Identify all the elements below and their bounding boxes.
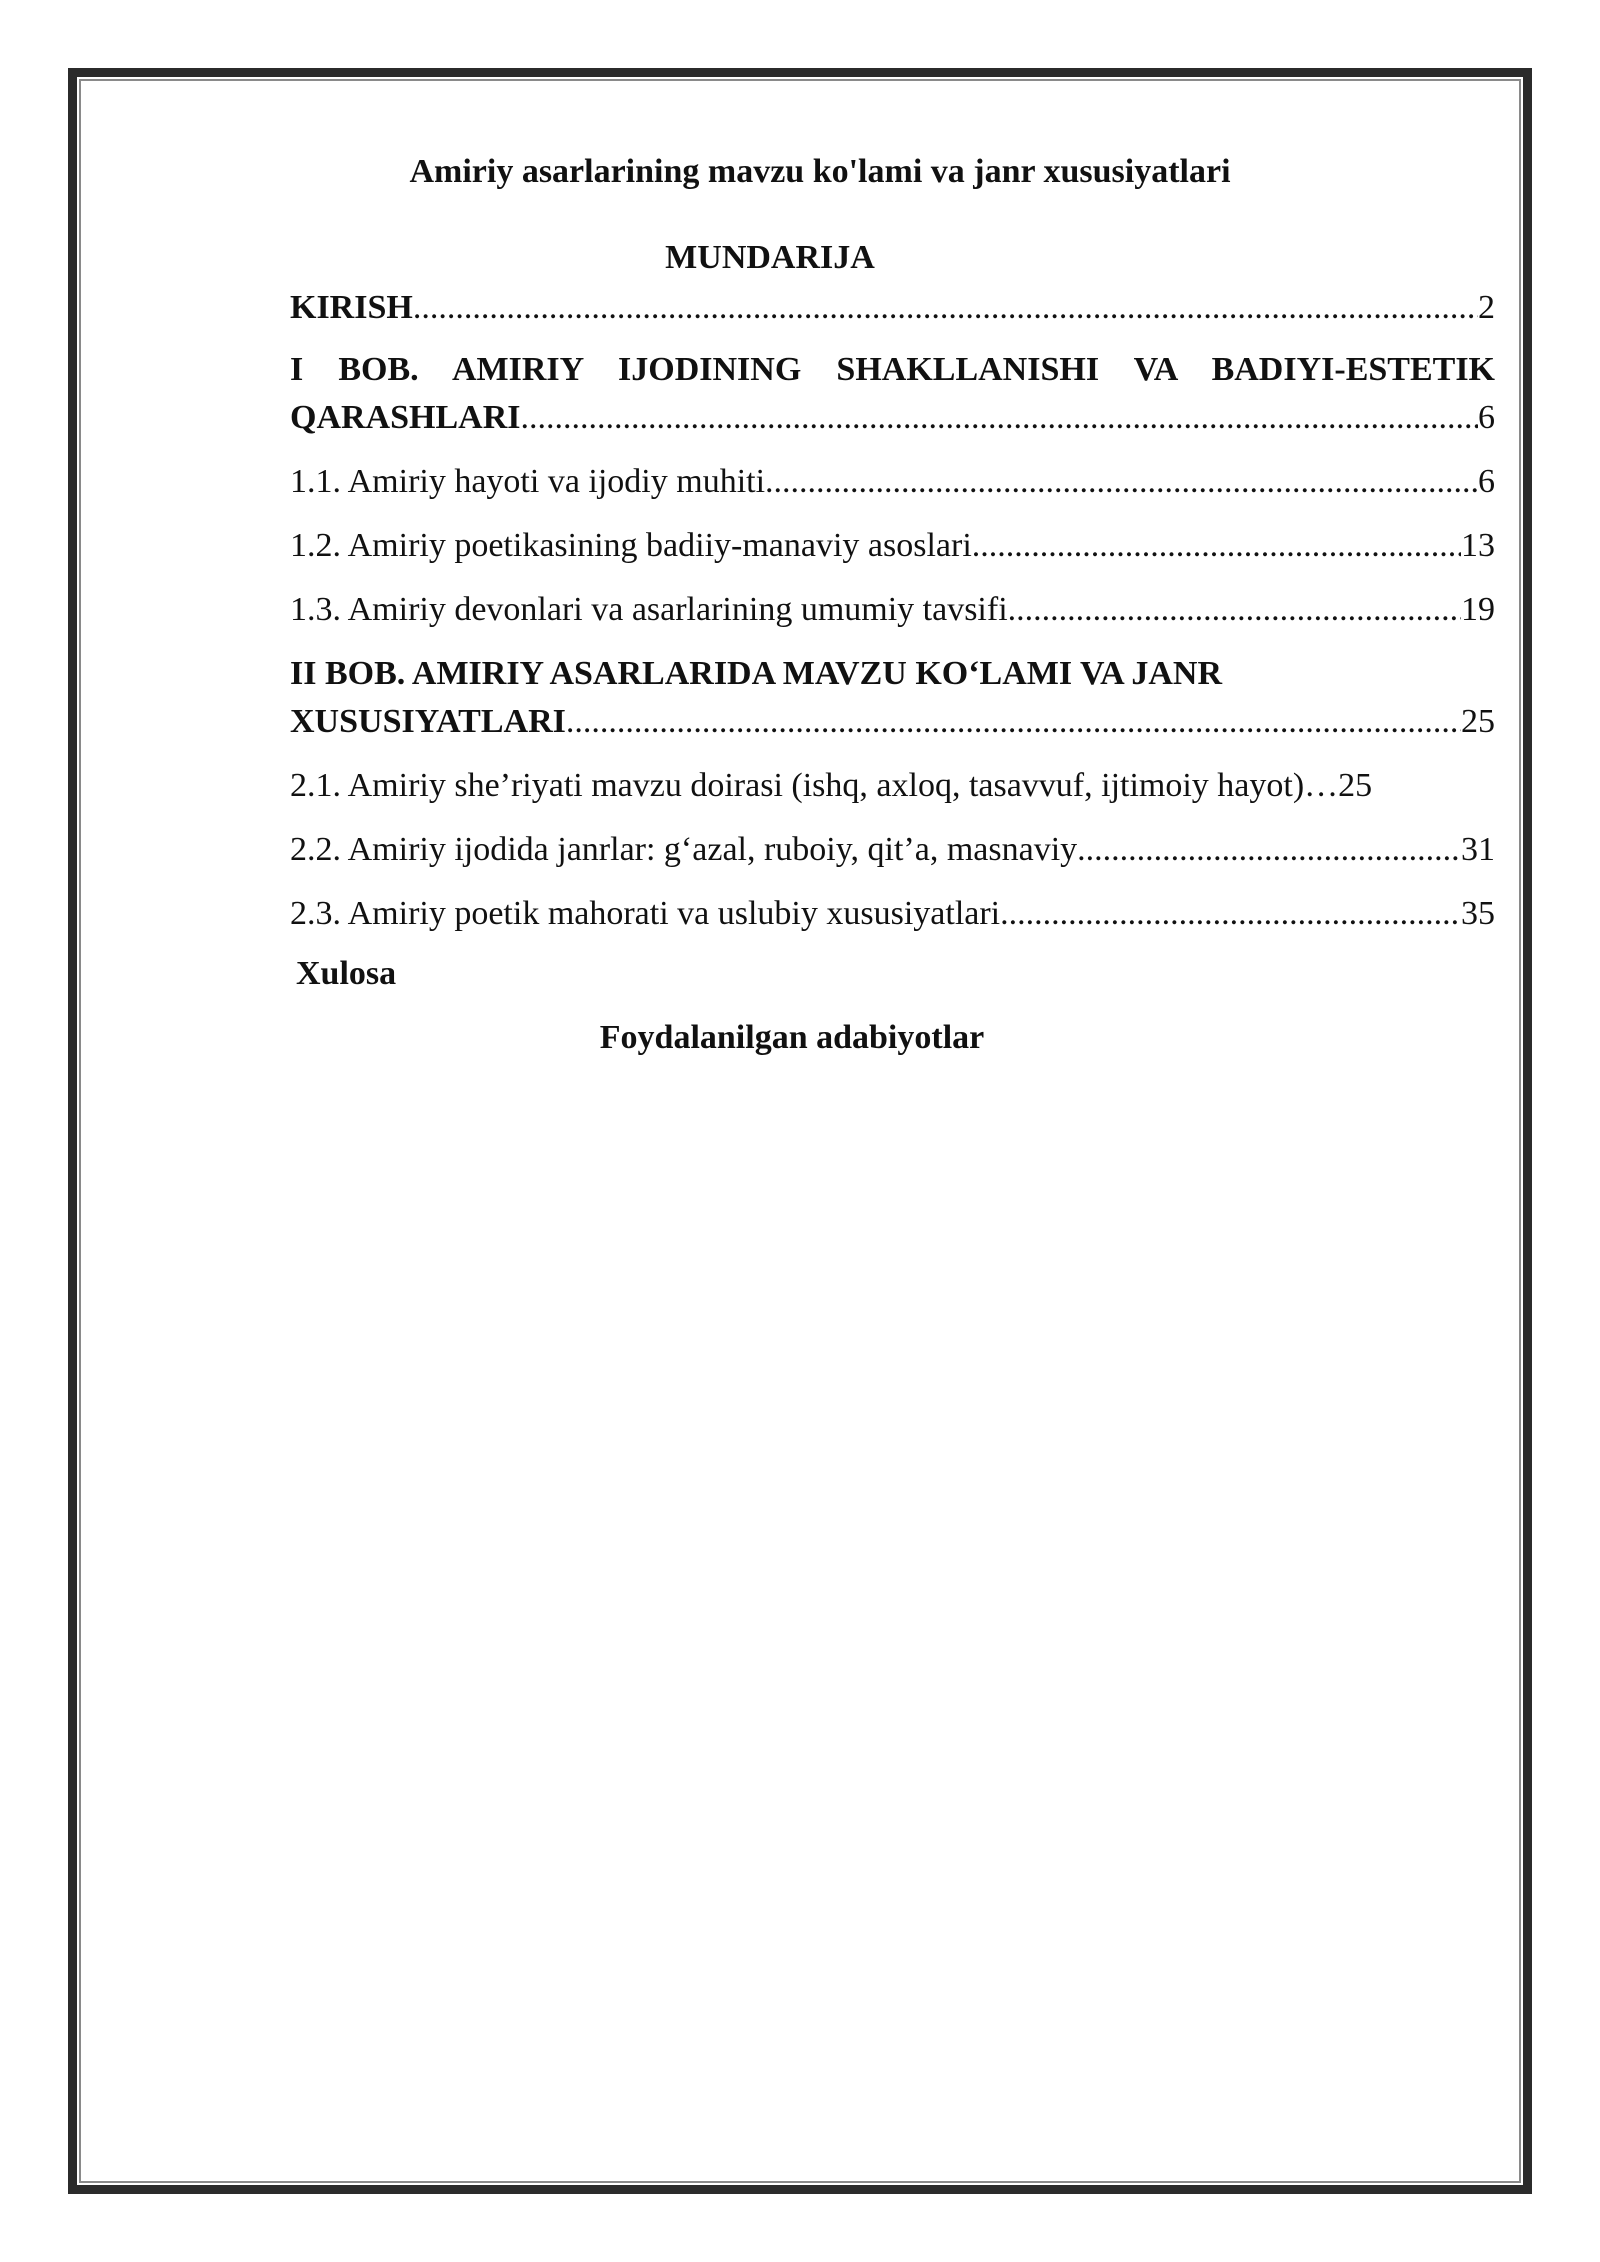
toc-entry-section-2-2[interactable] xyxy=(290,826,1495,874)
dot-leader xyxy=(1008,586,1461,634)
toc-entry-kirish[interactable] xyxy=(290,284,1495,332)
toc-page-number: 6 xyxy=(1478,463,1495,500)
toc-entry-chapter-1[interactable] xyxy=(290,346,1495,442)
toc-page-number: 25 xyxy=(1338,767,1373,804)
toc-entry-section-2-1[interactable] xyxy=(290,762,1495,810)
toc-heading: MUNDARIJA xyxy=(665,239,875,276)
chapter-2-title-line-1: II BOB. AMIRIY ASARLARIDA MAVZU KO‘LAMI VA JANR xyxy=(290,655,1222,692)
dot-leader xyxy=(972,522,1461,570)
toc-page-number: 6 xyxy=(1478,399,1495,436)
toc-entry-label: 2.3. Amiriy poetik mahorati va uslubiy xususiyatlari xyxy=(290,895,1001,932)
toc-entry-section-1-2[interactable] xyxy=(290,522,1495,570)
toc-page-number: 31 xyxy=(1461,831,1495,868)
toc-entry-label: KIRISH xyxy=(290,289,413,326)
toc-page-number: 19 xyxy=(1461,591,1495,628)
dot-leader xyxy=(413,284,1478,332)
toc-page-number: 25 xyxy=(1461,703,1495,740)
toc-entry-chapter-2[interactable] xyxy=(290,650,1495,746)
dot-leader xyxy=(765,458,1478,506)
dot-leader xyxy=(520,394,1478,442)
dot-leader xyxy=(1000,890,1461,938)
toc-page-number: 13 xyxy=(1461,527,1495,564)
toc-page-number: 35 xyxy=(1461,895,1495,932)
toc-entry-label: 1.1. Amiriy hayoti va ijodiy muhiti xyxy=(290,463,766,500)
toc-entry-label: 2.1. Amiriy she’riyati mavzu doirasi (ishq, axloq, tasavvuf, ijtimoiy hayot)… xyxy=(290,767,1339,804)
toc-entry-section-2-3[interactable] xyxy=(290,890,1495,938)
toc-entry-label: 1.3. Amiriy devonlari va asarlarining umumiy tavsifi xyxy=(290,591,1008,628)
toc-entry-label: 1.2. Amiriy poetikasining badiiy-manaviy asoslari xyxy=(290,527,972,564)
toc-entry-conclusion[interactable]: Xulosa xyxy=(296,955,397,992)
document-title: Amiriy asarlarining mavzu ko'lami va janr xususiyatlari xyxy=(409,153,1231,190)
chapter-1-title-line-2-row xyxy=(290,394,1495,442)
chapter-2-title-line-2: XUSUSIYATLARI xyxy=(290,703,566,740)
chapter-2-title-line-2-row xyxy=(290,698,1495,746)
toc-entry-references[interactable]: Foydalanilgan adabiyotlar xyxy=(599,1019,985,1056)
chapter-1-title-line-1: I BOB. AMIRIY IJODINING SHAKLLANISHI VA BADIYI-ESTETIK xyxy=(290,351,1495,388)
dot-leader xyxy=(566,698,1461,746)
toc-entry-section-1-1[interactable] xyxy=(290,458,1495,506)
toc-entry-label: 2.2. Amiriy ijodida janrlar: g‘azal, ruboiy, qit’a, masnaviy xyxy=(290,831,1078,868)
toc-page-number: 2 xyxy=(1478,289,1495,326)
dot-leader xyxy=(1077,826,1461,874)
toc-entry-section-1-3[interactable] xyxy=(290,586,1495,634)
chapter-1-title-line-2: QARASHLARI xyxy=(290,399,521,436)
table-of-contents xyxy=(290,284,1495,938)
